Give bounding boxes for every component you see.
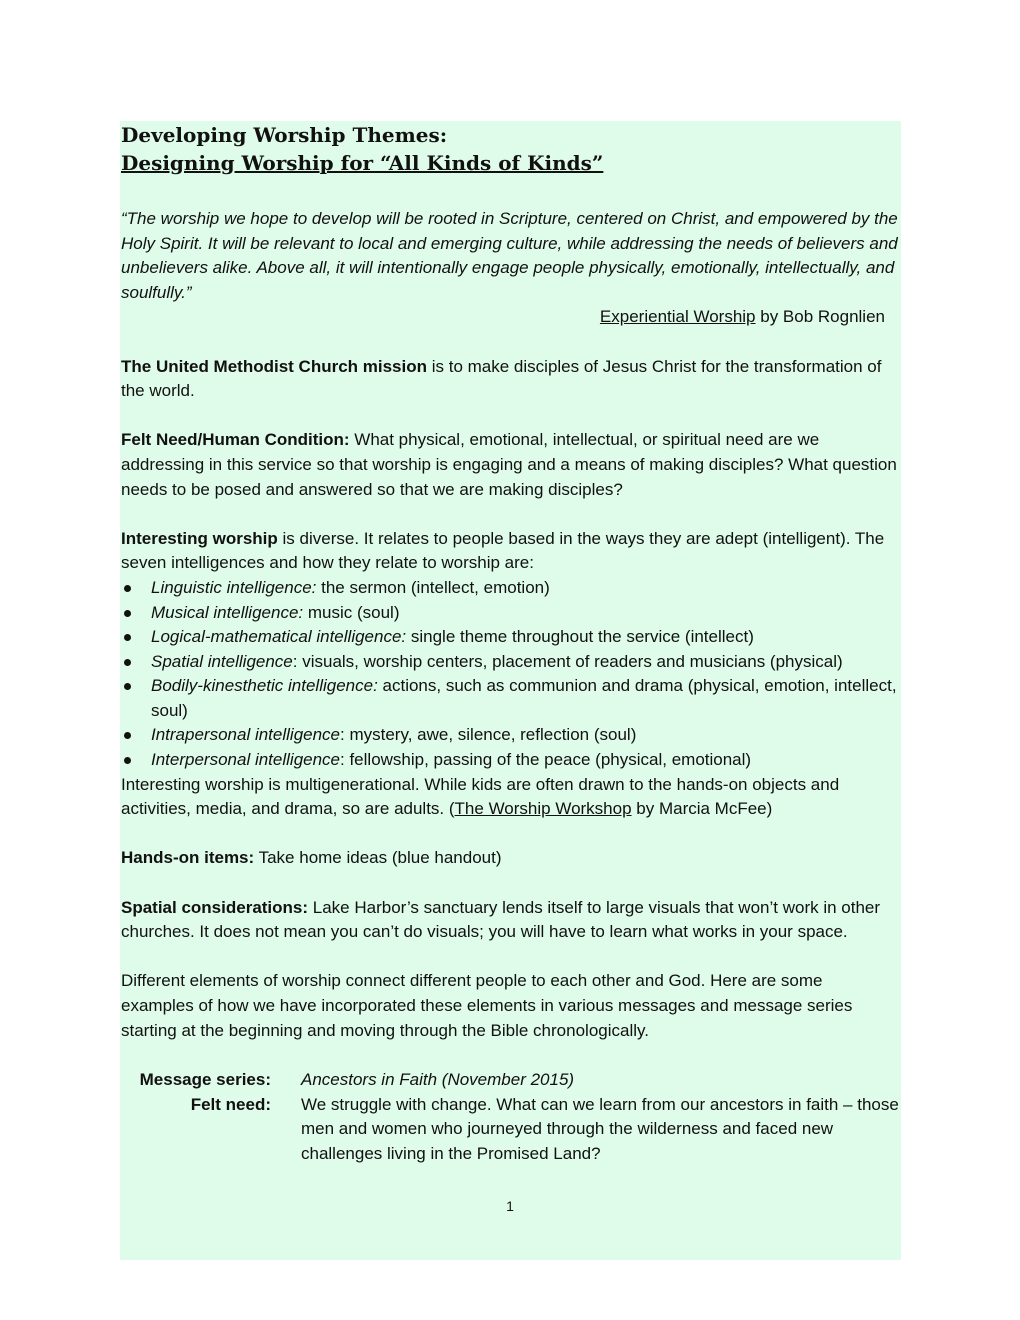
quote-book-link[interactable]: Experiential Worship — [599, 307, 756, 327]
spatial-label: Spatial considerations: — [121, 897, 309, 917]
worship-workshop-link[interactable]: The Worship Workshop — [454, 799, 632, 819]
list-item — [121, 723, 899, 748]
mission-text: is to make disciples of Jesus Christ for the transformation of the world. — [121, 356, 882, 401]
list-item — [121, 650, 899, 675]
felt-need-text: What physical, emotional, intellectual, or spiritual need are we addressing in this service so that worship is engaging and a means of making disciples? What question needs to be posed and answered so that we are making disciples? — [121, 430, 897, 499]
hands-on-text: Take home ideas (blue handout) — [254, 848, 502, 868]
intelligence-name: Intrapersonal intelligence — [151, 725, 341, 745]
interesting-text: is diverse. It relates to people based in the ways they are adept (intelligent). The seven intelligences and how they relate to worship are: — [121, 528, 885, 573]
elements-paragraph: Different elements of worship connect different people to each other and God. Here are some examples of how we have incorporated these elements in various messages and message series starting at the beginning and moving through the Bible chronologically. — [121, 971, 853, 1040]
list-item — [121, 748, 899, 773]
spatial-paragraph — [121, 896, 899, 945]
felt-need-paragraph — [121, 428, 899, 502]
intelligence-desc: : fellowship, passing of the peace (physical, emotional) — [340, 750, 752, 770]
intelligence-desc: actions, such as communion and drama (physical, emotion, intellect, soul) — [151, 676, 897, 720]
list-item — [121, 625, 899, 650]
hands-on-label: Hands-on items: — [121, 848, 255, 868]
quote-attribution — [121, 305, 899, 330]
list-item — [121, 674, 899, 723]
spatial-text: Lake Harbor’s sanctuary lends itself to large visuals that won’t work in other churches. It does not mean you can’t do visuals; you will have to learn what works in your space. — [121, 897, 881, 942]
document-title — [121, 121, 899, 177]
felt-need-series-label: Felt need: — [190, 1094, 271, 1114]
intelligence-name: Bodily-kinesthetic intelligence: — [151, 676, 378, 696]
intelligence-name: Interpersonal intelligence — [151, 750, 341, 770]
intelligence-desc: single theme throughout the service (intellect) — [406, 627, 754, 647]
multigenerational-paragraph — [121, 773, 899, 822]
intelligence-desc: music (soul) — [303, 602, 400, 622]
mission-label: The United Methodist Church mission — [121, 356, 428, 376]
interesting-worship-paragraph — [121, 527, 899, 576]
interesting-label: Interesting worship — [121, 528, 278, 548]
series-label: Message series: — [139, 1070, 271, 1090]
message-series-block — [121, 1068, 899, 1166]
felt-need-series-value: We struggle with change. What can we learn from our ancestors in faith – those men and women who journeyed through the wilderness and faced new challenges living in the Promised Land? — [301, 1094, 899, 1163]
worship-workshop-author: by Marcia McFee) — [631, 799, 773, 819]
intelligence-desc: the sermon (intellect, emotion) — [316, 577, 550, 597]
intelligences-list — [121, 576, 899, 773]
series-value: Ancestors in Faith (November 2015) — [301, 1070, 575, 1090]
felt-need-label: Felt Need/Human Condition: — [121, 430, 350, 450]
multigenerational-text: Interesting worship is multigenerational. While kids are often drawn to the hands-on objects and activities, media, and drama, so are adults. ( — [121, 774, 840, 819]
list-item — [121, 576, 899, 601]
mission-paragraph — [121, 355, 899, 404]
title-line-2: Designing Worship for “All Kinds of Kinds” — [121, 151, 604, 175]
intelligence-name: Musical intelligence: — [151, 602, 304, 622]
hands-on-paragraph — [121, 846, 899, 871]
title-line-1: Developing Worship Themes: — [121, 123, 448, 147]
document-body — [121, 121, 899, 1167]
intelligence-name: Logical-mathematical intelligence: — [151, 627, 407, 647]
intelligence-desc: : visuals, worship centers, placement of readers and musicians (physical) — [292, 651, 843, 671]
page-number: 1 — [506, 1198, 514, 1214]
intelligence-desc: : mystery, awe, silence, reflection (soul) — [340, 725, 637, 745]
quote-author: by Bob Rognlien — [755, 307, 885, 327]
epigraph-quote: “The worship we hope to develop will be rooted in Scripture, centered on Christ, and empowered by the Holy Spirit. It will be relevant to local and emerging culture, while addressing the needs of believers and unbelievers alike. Above all, it will intentionally engage people physically, emotionally, intellectually, and soulfully.” — [121, 209, 898, 302]
intelligence-name: Spatial intelligence — [151, 651, 293, 671]
intelligence-name: Linguistic intelligence: — [151, 577, 317, 597]
list-item — [121, 601, 899, 626]
